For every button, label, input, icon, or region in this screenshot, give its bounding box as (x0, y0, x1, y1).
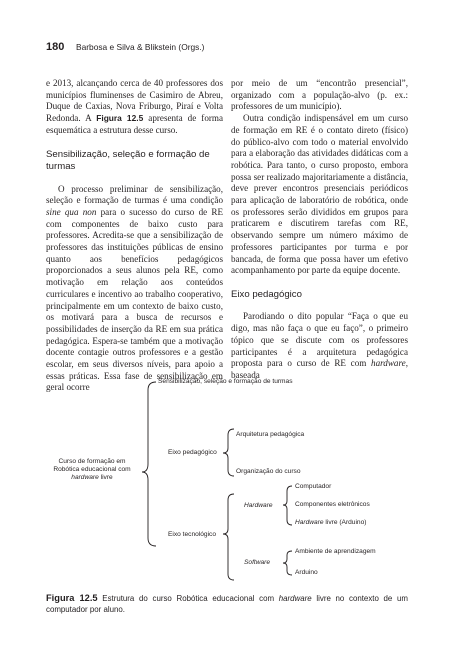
diagram-node-software: Software (244, 559, 271, 566)
diagram-node-computador: Computador (295, 483, 332, 490)
diagram-node-eixo-tecnologico: Eixo tecnológico (168, 531, 217, 538)
section-heading: Sensibilização, seleção e formação de turmas (46, 148, 210, 173)
section-heading: Eixo pedagógico (231, 288, 302, 300)
course-structure-diagram (46, 374, 408, 592)
diagram-node-ambiente: Ambiente de aprendizagem (295, 548, 376, 555)
figure-reference: Figura 12.5 (96, 113, 144, 124)
running-header (46, 41, 407, 55)
left-column (46, 78, 223, 394)
hardware-brace (283, 486, 292, 525)
paragraph: e 2013, alcançando cerca de 40 professores dos municípios fluminenses de Casimiro de Abreu, Duque de Caxias, Nova Friburgo, Piraí e Volta Redonda. A Figura 12.5 apresenta de forma esquemática a estrutura desse curso. (46, 78, 224, 135)
diagram-node-arduino: Arduino (295, 569, 318, 576)
technologic-brace (223, 494, 234, 580)
diagram-node-arquitetura: Arquitetura pedagógica (236, 431, 305, 438)
paragraph: por meio de um “encontrão presencial”, organizado com a população-alvo (p. ex.: professores de um município). (231, 78, 408, 112)
right-column (231, 78, 408, 382)
paragraph: O processo preliminar de sensibilização, seleção e formação de turmas é uma condição sine qua non para o sucesso do curso de RE com componentes de baixo custo para professores. Acredita-se que a sensibilização de professores das instituições públicas de ensino quanto aos benefícios pedagógicos proporcionados a seus alunos pela RE, como motivação em relação aos conteúdos curriculares e incentivo ao trabalho cooperativo, principalmente em um contexto de baixo custo, os motivará para a busca de recursos e possibilidades de inserção da RE em sua prática pedagógica. Espera-se também que a motivação docente contagie outros professores e a gestão escolar, em seus diversos níveis, para apoio a essas práticas. Essa fase de sensibilização em geral ocorre (46, 183, 224, 393)
diagram-node-eixo-pedagogico: Eixo pedagógico (168, 449, 217, 456)
caption-label: Figura 12.5 (46, 593, 98, 603)
diagram-node-hardware: Hardware (244, 502, 273, 509)
main-brace (142, 382, 156, 546)
pedagogic-brace (223, 429, 234, 476)
diagram-braces (46, 374, 408, 592)
diagram-node-organizacao: Organização do curso (236, 468, 301, 475)
diagram-root-label: Curso de formação em Robótica educacional com hardware livre (53, 458, 131, 481)
diagram-node-sensibilizacao: Sensibilização, seleção e formação de turmas (158, 378, 293, 385)
paragraph: Outra condição indispensável em um curso de formação em RE é o contato direto (físico) do público-alvo com todo o material envolvido para a elaboração das atividades didáticas com a robótica. Para tanto, o curso proposto, embora possa ser realizado majoritariamente a distância, deve prever encontros presenciais periódicos para aplicação de laboratório de robótica, onde os professores serão divididos em grupos para praticarem e discutirem tarefas com RE, observando sempre um número máximo de professores participantes por turma e por bancada, de forma que possa haver um efetivo acompanhamento por parte da equipe docente. (231, 113, 408, 276)
figure-caption: Figura 12.5 Estrutura do curso Robótica educacional com hardware livre no contexto de um computador por aluno. (46, 593, 408, 614)
running-title: Barbosa e Silva & Blikstein (Orgs.) (76, 42, 205, 52)
diagram-node-componentes: Componentes eletrônicos (295, 501, 370, 508)
diagram-node-hardware-livre: Hardware livre (Arduino) (295, 519, 367, 526)
software-brace (283, 551, 292, 575)
paragraph: Parodiando o dito popular “Faça o que eu digo, mas não faça o que eu faço”, o primeiro tópico que se discute com os professores participantes é a arquitetura pedagógica proposta para o curso de RE com hardware, baseada (231, 311, 408, 380)
page-number: 180 (46, 41, 65, 53)
